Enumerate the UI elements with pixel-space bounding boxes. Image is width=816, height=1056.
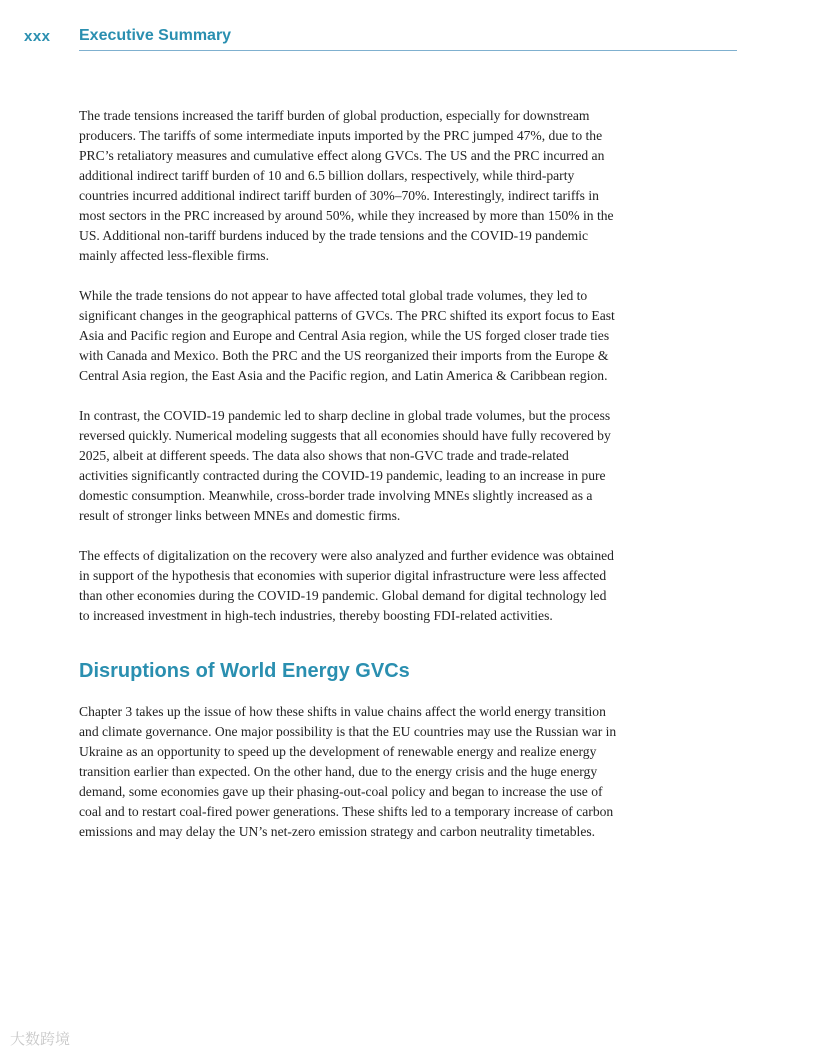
section-heading: Disruptions of World Energy GVCs [79,660,410,682]
paragraph-trade-tariff-burden: The trade tensions increased the tariff burden of global production, especially for downstream producers. The tariffs of some intermediate inputs imported by the PRC jumped 47%, due to the PRC’s retaliatory measures and cumulative effect along GVCs. The US and the PRC incurred an additional indirect tariff burden of 10 and 6.5 billion dollars, respectively, while third-party countries incurred additional indirect tariff burden of 30%–70%. Interestingly, indirect tariffs in most sectors in the PRC increased by around 50%, while they increased by more than 150% in the US. Additional non-tariff burdens induced by the trade tensions and the COVID-19 pandemic mainly affected less-flexible firms. [79,108,614,263]
paragraph-energy-transition: Chapter 3 takes up the issue of how these shifts in value chains affect the world energy transition and climate governance. One major possibility is that the EU countries may use the Russian war in Ukraine as an opportunity to speed up the development of renewable energy and realize energy transition earlier than expected. On the other hand, due to the energy crisis and the huge energy demand, some economies gave up their phasing-out-coal policy and began to increase the use of coal and to restart coal-fired power generations. These shifts led to a temporary increase of carbon emissions and may delay the UN’s net-zero emission strategy and carbon neutrality timetables. [79,704,617,839]
running-title: Executive Summary [79,27,232,44]
paragraph-covid-trade-decline: In contrast, the COVID-19 pandemic led to sharp decline in global trade volumes, but the process reversed quickly. Numerical modeling suggests that all economies should have fully recovered by 2025, albeit at different speeds. The data also shows that non-GVC trade and trade-related activities significantly contracted during the COVID-19 pandemic, leading to an increase in pure domestic consumption. Meanwhile, cross-border trade involving MNEs slightly increased as a result of stronger links between MNEs and domestic firms. [79,408,611,523]
page-content [79,106,619,862]
watermark: 大数跨境 [10,1030,71,1048]
paragraph-digitalization-effects: The effects of digitalization on the recovery were also analyzed and further evidence was obtained in support of the hypothesis that economies with superior digital infrastructure were less affected than other economies during the COVID-19 pandemic. Global demand for digital technology led to increased investment in high-tech industries, thereby boosting FDI-related activities. [79,548,614,623]
paragraph-geographical-patterns: While the trade tensions do not appear to have affected total global trade volumes, they led to significant changes in the geographical patterns of GVCs. The PRC shifted its export focus to East Asia and Pacific region and Europe and Central Asia region, while the US forged closer trade ties with Canada and Mexico. Both the PRC and the US reorganized their imports from the Europe & Central Asia region, the East Asia and the Pacific region, and Latin America & Caribbean region. [79,288,615,383]
page-number: xxx [24,28,51,45]
page-header [24,26,737,52]
header-rule [79,50,737,51]
